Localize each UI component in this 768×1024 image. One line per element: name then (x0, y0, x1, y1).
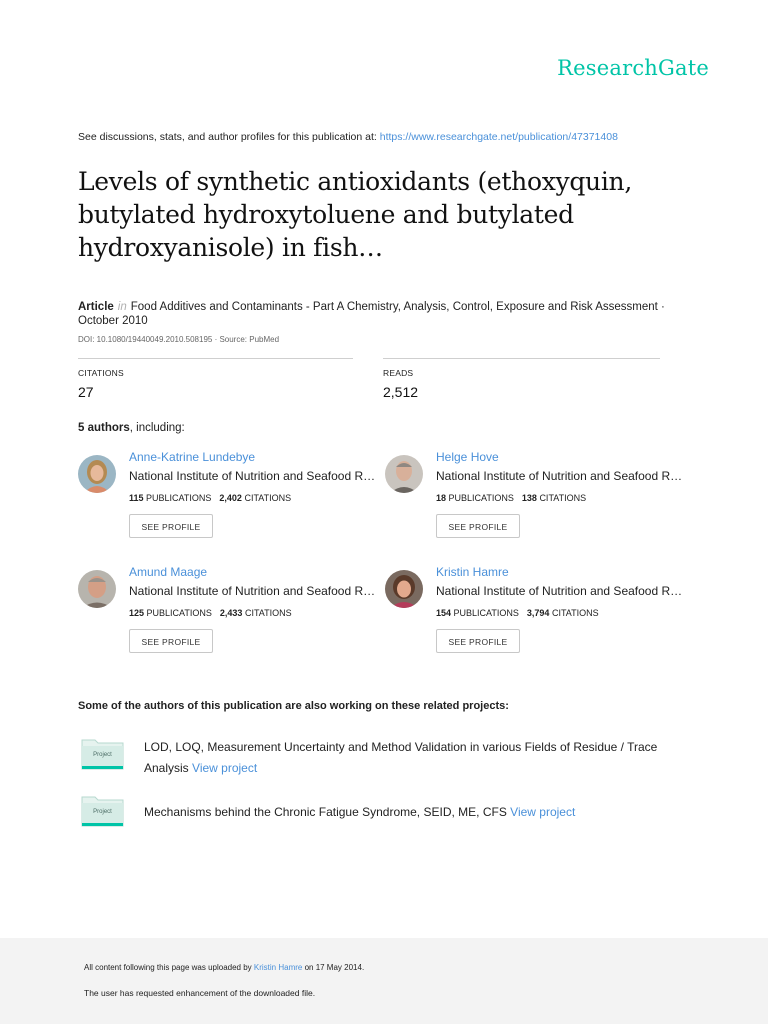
article-type: Article (78, 301, 114, 313)
publications-count: 125 (129, 608, 145, 618)
project-title: Mechanisms behind the Chronic Fatigue Syndrome, SEID, ME, CFS (144, 805, 511, 819)
citations-label: CITATIONS (244, 493, 292, 503)
project-folder-icon (81, 794, 124, 827)
reads-label: READS (383, 368, 414, 378)
publications-label: PUBLICATIONS (448, 493, 514, 503)
footer (0, 938, 768, 1024)
author-stats (436, 608, 599, 618)
author-name-link[interactable]: Helge Hove (436, 450, 499, 464)
citations-count: 3,794 (526, 608, 550, 618)
author-stats (129, 608, 292, 618)
publications-count: 154 (436, 608, 452, 618)
publication-meta (78, 300, 698, 328)
publication-date: October 2010 (78, 315, 148, 327)
citations-value: 27 (78, 384, 94, 400)
author-institution: National Institute of Nutrition and Seafood R… (436, 584, 683, 598)
project-item (78, 737, 698, 783)
author-name-link[interactable]: Anne-Katrine Lundebye (129, 450, 256, 464)
avatar[interactable] (78, 455, 116, 493)
author-card (78, 565, 376, 670)
see-profile-button[interactable]: SEE PROFILE (129, 629, 213, 653)
author-institution: National Institute of Nutrition and Seafood R… (129, 584, 376, 598)
view-project-link[interactable]: View project (192, 761, 258, 775)
project-title: LOD, LOQ, Measurement Uncertainty and Method Validation in various Fields of Residue / Trace Analysis (144, 740, 658, 775)
upload-note (84, 963, 364, 972)
project-folder-label: Project (93, 809, 112, 815)
enhancement-note: The user has requested enhancement of the downloaded file. (84, 988, 316, 998)
citations-label: CITATIONS (78, 368, 124, 378)
discussion-text: See discussions, stats, and author profiles for this publication at: (78, 131, 380, 143)
reads-value: 2,512 (383, 384, 419, 400)
author-name-link[interactable]: Kristin Hamre (436, 565, 509, 579)
author-name-link[interactable]: Amund Maage (129, 565, 208, 579)
project-text (144, 802, 684, 823)
publications-label: PUBLICATIONS (146, 608, 212, 618)
project-item (78, 802, 698, 836)
see-profile-button[interactable]: SEE PROFILE (436, 629, 520, 653)
upload-prefix: All content following this page was uploaded by (84, 963, 254, 972)
author-institution: National Institute of Nutrition and Seafood R… (436, 469, 683, 483)
citations-label: CITATIONS (539, 493, 587, 503)
doi-line: DOI: 10.1080/19440049.2010.508195 · Source: PubMed (78, 335, 280, 344)
discussion-line (78, 131, 718, 143)
citations-count: 2,402 (219, 493, 242, 503)
authors-heading (78, 422, 185, 434)
author-card (78, 450, 376, 555)
divider-citations (78, 358, 353, 359)
see-profile-button[interactable]: SEE PROFILE (436, 514, 520, 538)
publication-title: Levels of synthetic antioxidants (ethoxyquin, butylated hydroxytoluene and butylated hydroxyanisole) in fish… (78, 167, 632, 262)
citations-count: 2,433 (219, 608, 243, 618)
see-profile-button[interactable]: SEE PROFILE (129, 514, 213, 538)
citations-label: CITATIONS (551, 608, 599, 618)
uploader-link[interactable]: Kristin Hamre (253, 963, 303, 972)
authors-count: 5 authors (78, 422, 130, 434)
author-card (385, 450, 683, 555)
project-folder-label: Project (93, 752, 112, 758)
avatar[interactable] (385, 570, 423, 608)
avatar[interactable] (385, 455, 423, 493)
in-word: in (117, 301, 127, 313)
authors-suffix: , including: (129, 422, 185, 434)
publications-count: 18 (436, 493, 447, 503)
author-stats (436, 493, 586, 503)
author-stats (129, 493, 291, 503)
upload-suffix: on 17 May 2014. (302, 963, 365, 972)
project-folder-icon (81, 737, 124, 770)
publications-count: 115 (129, 493, 144, 503)
researchgate-logo[interactable]: ResearchGate (557, 56, 709, 80)
author-institution: National Institute of Nutrition and Seafood R… (129, 469, 376, 483)
journal-name[interactable]: Food Additives and Contaminants - Part A Chemistry, Analysis, Control, Exposure and Risk Assessment · (130, 301, 665, 313)
publication-url-link[interactable]: https://www.researchgate.net/publication/47371408 (379, 131, 618, 143)
author-card (385, 565, 683, 670)
divider-reads (383, 358, 660, 359)
avatar[interactable] (78, 570, 116, 608)
citations-label: CITATIONS (244, 608, 292, 618)
citations-count: 138 (521, 493, 537, 503)
publications-label: PUBLICATIONS (453, 608, 519, 618)
projects-heading: Some of the authors of this publication are also working on these related projects: (78, 700, 509, 712)
view-project-link[interactable]: View project (510, 805, 576, 819)
publications-label: PUBLICATIONS (146, 493, 212, 503)
project-text (144, 737, 684, 779)
